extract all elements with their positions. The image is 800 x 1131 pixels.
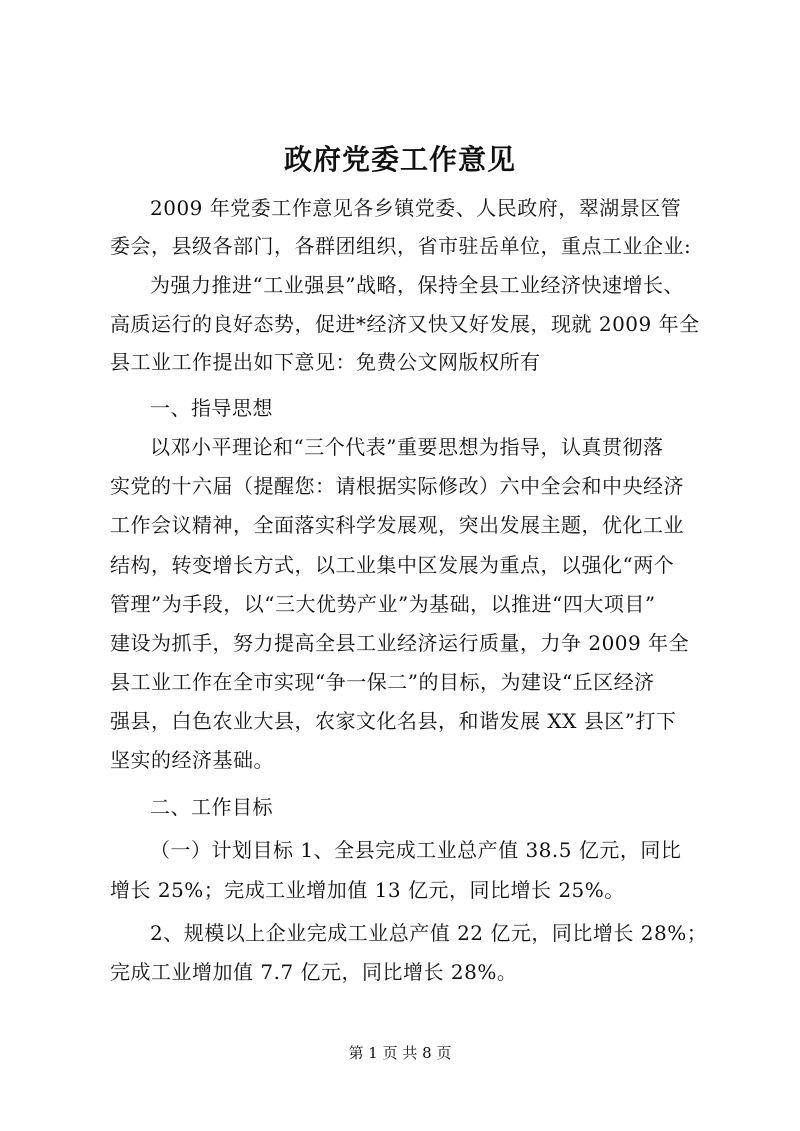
- paragraph-line: 县工业工作提出如下意见：免费公文网版权所有: [110, 350, 541, 374]
- document-title: 政府党委工作意见: [283, 143, 516, 176]
- paragraph-line: 委会，县级各部门，各群团组织，省市驻岳单位，重点工业企业:: [110, 234, 692, 258]
- page-number: 第 1 页 共 8 页: [348, 1044, 452, 1062]
- paragraph-line: 高质运行的良好态势，促进*经济又快又好发展，现就 2009 年全: [110, 312, 700, 336]
- section-heading: 一、指导思想: [150, 396, 273, 420]
- paragraph-line: 工作会议精神，全面落实科学发展观，突出发展主题，优化工业: [110, 513, 684, 537]
- paragraph-line: 实党的十六届（提醒您：请根据实际修改）六中全会和中央经济: [110, 474, 684, 498]
- paragraph-line: 建设为抓手，努力提高全县工业经济运行质量，力争 2009 年全: [110, 631, 690, 655]
- paragraph-line: 为强力推进“工业强县”战略，保持全县工业经济快速增长、: [150, 273, 684, 297]
- paragraph-line: 2009 年党委工作意见各乡镇党委、人民政府，翠湖景区管: [150, 196, 682, 220]
- paragraph-line: 2、规模以上企业完成工业总产值 22 亿元，同比增长 28%；: [150, 921, 708, 945]
- paragraph-line: 增长 25%；完成工业增加值 13 亿元，同比增长 25%。: [110, 878, 625, 902]
- paragraph-line: 县工业工作在全市实现“争一保二”的目标，为建设“丘区经济: [110, 670, 655, 694]
- section-heading: 二、工作目标: [150, 795, 273, 819]
- paragraph-line: 结构，转变增长方式，以工业集中区发展为重点，以强化“两个: [110, 553, 675, 577]
- paragraph-line: （一）计划目标 1、全县完成工业总产值 38.5 亿元，同比: [150, 838, 682, 862]
- paragraph-line: 管理”为手段，以“三大优势产业”为基础，以推进“四大项目”: [110, 592, 656, 616]
- paragraph-line: 强县，白色农业大县，农家文化名县，和谐发展 XX 县区”打下: [110, 709, 677, 733]
- paragraph-line: 坚实的经济基础。: [110, 748, 274, 772]
- paragraph-line: 以邓小平理论和“三个代表”重要思想为指导，认真贯彻落: [150, 435, 664, 459]
- paragraph-line: 完成工业增加值 7.7 亿元，同比增长 28%。: [110, 960, 518, 984]
